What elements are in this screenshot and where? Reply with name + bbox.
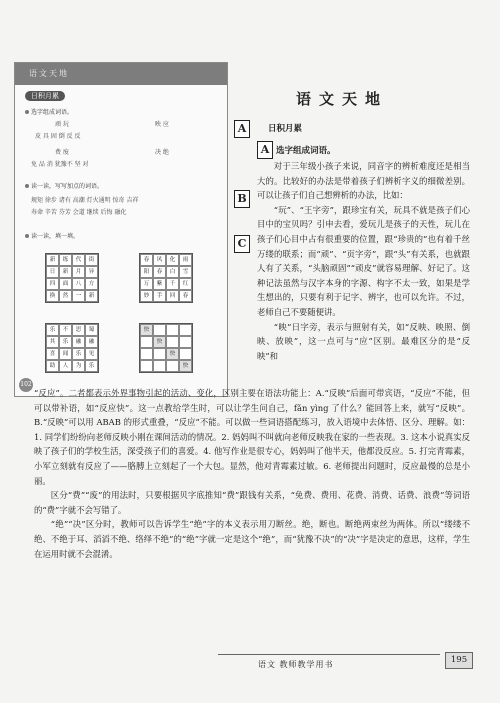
grid-cell: 妙 [140,290,153,302]
grid-cell: 代 [72,254,85,266]
grid-cell: 蜀 [85,324,98,336]
grid-cell [153,324,166,336]
grid-cell: 换 [46,290,59,302]
grid-cell [179,336,192,348]
marker-a-inline: A [257,141,273,159]
thumbnail-tag: 日积月累 [25,91,65,101]
grid-cell: 万 [140,278,153,290]
grid-cell [166,324,179,336]
grid-cell: 快 [140,324,153,336]
grid-cell: 一 [72,290,85,302]
thumbnail-header-band [15,63,227,85]
footer-text: 语文 教师教学用书 [258,660,334,669]
grid-cell: 快 [153,336,166,348]
idiom-grid-4 [139,323,193,373]
idiom-grid-2 [139,253,193,303]
grid-cell: 喜 [46,348,59,360]
grid-cell: 白 [166,266,179,278]
grid-cell: 思 [72,324,85,336]
grid-cell: 不 [59,324,72,336]
page-number: 195 [445,652,473,669]
textbook-page-thumbnail [14,62,228,397]
grid-cell: 千 [166,278,179,290]
thumbnail-row-3: 规矩 徐步 诸有 高潮 灯火通明 惊奇 吉祥 [31,197,139,204]
grid-cell: 异 [85,266,98,278]
grid-cell: 春 [179,290,192,302]
grid-cell [140,336,153,348]
bullet-icon [25,184,29,188]
grid-cell [179,348,192,360]
idiom-grid-3 [45,323,99,373]
grid-cell: 四 [46,278,59,290]
grid-cell: 春 [153,266,166,278]
bullet-icon [25,110,29,114]
paragraph: 区分“费”“废”的用法时，只要根据贝字底推知“费”跟钱有关系，“免费、费用、花费、消费、话费、浪费”等词语的“费”字就不会写错了。 [34,490,470,515]
grid-cell [166,336,179,348]
grid-cell: 练 [59,254,72,266]
paragraph: “反应”。二者都表示外界事物引起的活动、变化，区别主要在语法功能上：A.“反映”后面可带宾语，“反应”不能，但可以带补语，如“反应快”。这一点教给学生时，可以让学生问自己，fǎn yìng 了什么？能回答上来，就写“反映”。B.“反映”可以用 ABAB 的形式重叠，“反应”不能。可以做一些词语搭配练习，放入语境中去体悟、区分、理解。如：1. 同学们纷纷向老师反映小刚在课间活动的情况。2. 妈妈叫不叫就向老师反映我在家的一些表现。3. 这本小说真实反映了孩子们的学校生活，深受孩子们的喜爱。4. 他写作业是很专心，妈妈叫了他半天，他都没反应。5. 打完青霉素，小军立刻就有反应了——胳膊上立刻起了一个大包。显然，他对青霉素过敏。6. 老师提出问题时，反应最慢的总是小丽。 [34,388,470,486]
marker-a: A [234,120,250,138]
grid-cell [140,360,153,372]
grid-cell: 快 [166,348,179,360]
section-heading: 日积月累 [268,124,303,134]
grid-cell: 融 [72,336,85,348]
thumbnail-band-text: 语文天地 [29,69,69,78]
grid-cell: 街 [85,254,98,266]
bullet-icon [25,234,29,238]
grid-cell: 雨 [179,254,192,266]
paragraph: “绝”“决”区分时，教师可以告诉学生“绝”字的本义表示用刀断丝。绝，断也。断绝两束丝为两体。所以“缕缕不绝、不绝于耳、滔滔不绝、络绎不绝”的“绝”字就一定是这个“绝”，而“犹豫不决”的“决”字是决定的意思，这样，学生在运用时就不会混淆。 [34,519,470,559]
grid-cell: 人 [59,360,72,372]
footer-rule [218,654,440,655]
grid-cell: 新 [85,290,98,302]
paragraph: “映”日字旁，表示与照射有关，如“反映、映照、倒映、放映”，这一点可与“应”区别。最难区分的是“反映”和 [257,321,470,361]
grid-cell: 化 [166,254,179,266]
grid-cell: 紫 [153,278,166,290]
grid-cell: 快 [179,360,192,372]
grid-cell: 然 [59,290,72,302]
grid-cell [166,360,179,372]
exercise-heading: 选字组成词语。 [276,146,336,156]
thumbnail-instruction-2: 读一读，写写加点的词语。 [25,181,103,190]
grid-cell [153,360,166,372]
grid-cell: 春 [140,254,153,266]
full-width-text [34,386,470,561]
grid-cell: 雪 [179,266,192,278]
thumbnail-row-2: 免 品 消 犹豫不 坚 对 [31,161,89,168]
grid-cell: 新 [59,266,72,278]
grid-cell: 手 [153,290,166,302]
thumbnail-instruction-3: 读一读，填一填。 [25,231,79,240]
grid-cell: 乐 [59,336,72,348]
grid-cell: 助 [46,360,59,372]
thumbnail-page-number: 102 [19,378,33,392]
marker-c: C [234,235,250,253]
grid-cell: 月 [72,266,85,278]
paragraph: “玩”、“王字旁”，跟珍宝有关，玩具不就是孩子们心目中的宝贝吗？引申去看，爱玩儿是孩子的天性，玩儿在孩子们心目中占有很重要的位置，跟“珍贵的”也有着千丝万缕的联系；而“顽”、“页字旁”，跟“头”有关系，也就跟人有了关系，“头脑顽固”“顽皮”就容易理解、好记了。这种记法虽然与汉字本身的字源、构字不太一致，如果是学生想出的，只要有利于记字、辨字，也可以允许。不过，老师自己不要随便讲。 [257,204,470,317]
thumbnail-pair-2: 映 应 [155,121,169,128]
grid-cell: 闻 [59,348,72,360]
grid-cell: 回 [166,290,179,302]
grid-cell: 乐 [85,360,98,372]
paragraph: 对于三年级小孩子来说，同音字的辨析难度还是相当大的。比较好的办法是带着孩子们辨析字义的细微差别。可以让孩子们自己想辨析的办法，比如： [257,161,470,201]
thumbnail-pair-4: 决 绝 [155,149,169,156]
grid-cell: 为 [72,360,85,372]
thumbnail-pair-1: 顽 玩 [55,121,69,128]
thumbnail-row-1: 皮 具 固 倒 反 反 [35,133,81,140]
grid-cell: 乐 [46,324,59,336]
thumbnail-pair-3: 费 废 [55,149,69,156]
grid-cell: 见 [85,348,98,360]
grid-cell: 新 [46,254,59,266]
grid-cell: 面 [59,278,72,290]
grid-cell: 方 [85,278,98,290]
grid-cell [153,348,166,360]
grid-cell: 日 [46,266,59,278]
grid-cell: 风 [153,254,166,266]
thumbnail-instruction-1: 选字组成词语。 [25,107,73,116]
grid-cell: 阳 [140,266,153,278]
right-column-text [257,159,470,363]
grid-cell: 其 [46,336,59,348]
page-title: 语文天地 [296,90,389,108]
grid-cell: 融 [85,336,98,348]
grid-cell: 八 [72,278,85,290]
grid-cell [140,348,153,360]
marker-b: B [234,190,250,208]
grid-cell: 乐 [72,348,85,360]
thumbnail-row-4: 寿命 辛苦 芬芳 会道 继续 后悔 融化 [31,209,127,216]
grid-cell [179,324,192,336]
idiom-grid-1 [45,253,99,303]
grid-cell: 红 [179,278,192,290]
